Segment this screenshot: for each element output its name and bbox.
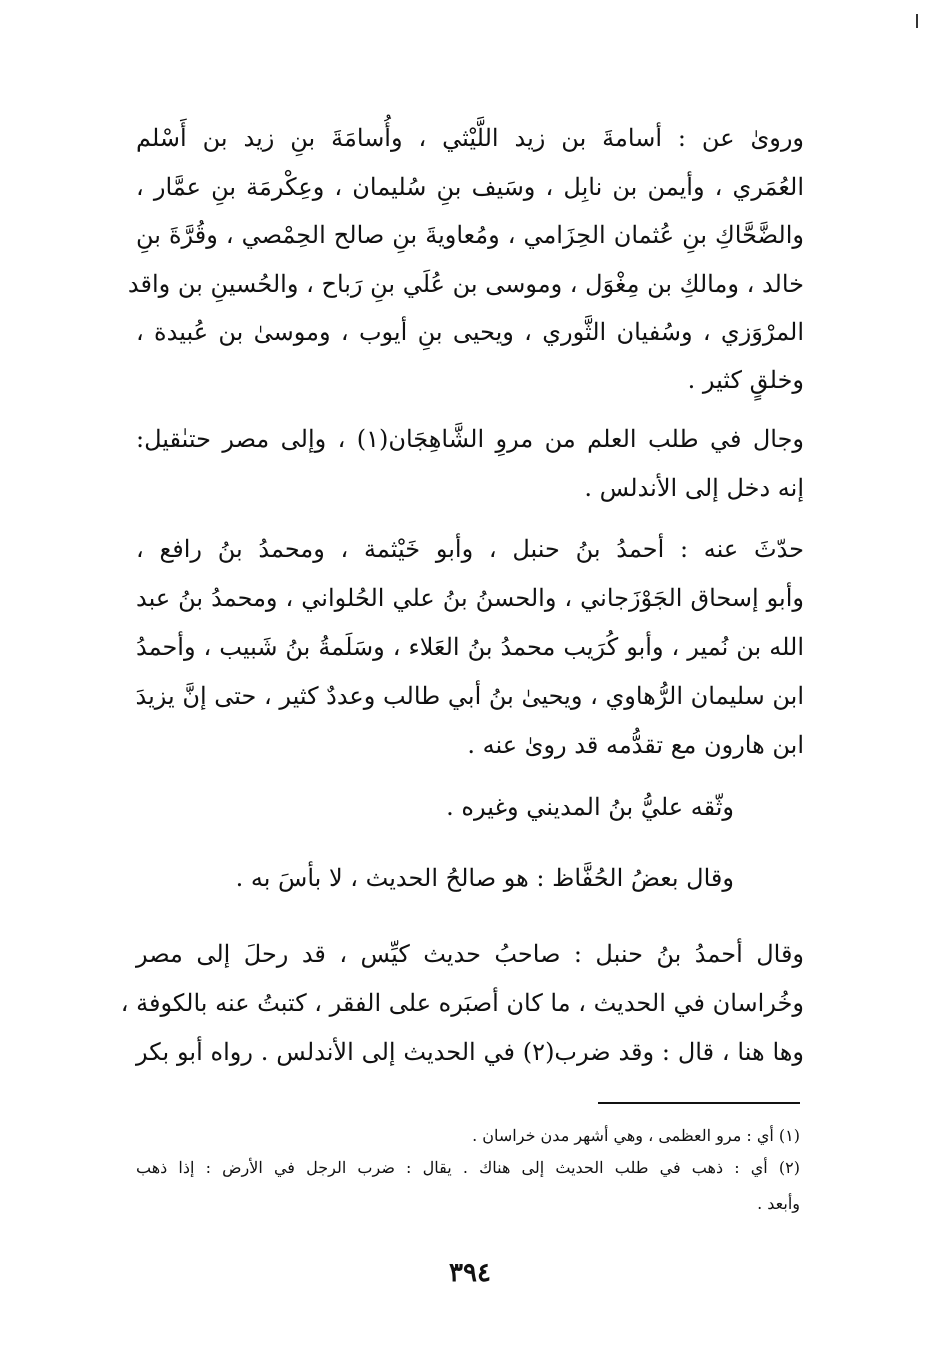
text-line: وقال أحمدُ بنُ حنبل : صاحبُ حديث كيِّس ، قد رحلَ إلى مصر	[136, 940, 804, 968]
text-line: العُمَري ، وأيمن بن نابِل ، وسَيف بنِ سُليمان ، وعِكْرمَة بنِ عمَّار ،	[136, 173, 804, 201]
text-line: المرْوَزي ، وسُفيان الثَّوري ، ويحيى بنِ أيوب ، وموسىٰ بن عُبيدة ،	[136, 318, 804, 346]
footnote: (٢) أي : ذهب في طلب الحديث إلى هناك . يقال : ضرب الرجل في الأرض : إذا ذهب	[136, 1158, 800, 1177]
text-line: حدّثَ عنه : أحمدُ بنُ حنبل ، وأبو خَيْثمة ، ومحمدُ بنُ رافع ،	[136, 535, 804, 563]
footnote: وأبعد .	[757, 1194, 800, 1213]
text-line: وجال في طلب العلم من مروِ الشَّاهِجَان(١) ، وإلى مصر حتىٰقيل:	[136, 425, 804, 453]
text-line: وقال بعضُ الحُفَّاظ : هو صالحُ الحديث ، لا بأسَ به .	[235, 864, 734, 892]
text-line: إنه دخل إلى الأندلس .	[584, 474, 804, 502]
text-line: وخلقٍ كثير .	[687, 366, 804, 394]
text-line: خالد ، ومالكِ بن مِغْوَل ، وموسى بن عُلَي بنِ رَباح ، والحُسينِ بن واقد	[127, 270, 804, 298]
text-line: والضَّحَّاكِ بنِ عُثمان الحِزَامي ، ومُعاويةَ بنِ صالح الحِمْصي ، وقُرَّةَ بنِ	[136, 221, 804, 249]
text-line: وثّقه عليُّ بنُ المديني وغيره .	[446, 793, 734, 821]
text-line: ورویٰ عن : أسامةَ بن زيد اللَّيْثي ، وأُسامَةَ بنِ زيد بن أَسْلم	[136, 124, 804, 152]
text-line: وها هنا ، قال : وقد ضرب(٢) في الحديث إلى الأندلس . رواه أبو بكر	[136, 1038, 805, 1066]
scan-mark	[916, 14, 918, 28]
footnote: (١) أي : مرو العظمى ، وهي أشهر مدن خراسان .	[472, 1126, 800, 1145]
page-number: ٣٩٤	[449, 1258, 491, 1288]
text-line: وأبو إسحاق الجَوْزَجاني ، والحسنُ بنُ علي الحُلواني ، ومحمدُ بنُ عبد	[136, 584, 804, 612]
text-line: وخُراسان في الحديث ، ما كان أصبَره على الفقر ، كتبتُ عنه بالكوفة ،	[120, 989, 804, 1017]
text-line: ابن سليمان الرُّهاوي ، ويحيىٰ بنُ أبي طالب وعددٌ كثير ، حتى إنَّ يزيدَ	[135, 682, 804, 710]
text-line: الله بن نُمير ، وأبو كُرَيب محمدُ بنُ العَلاء ، وسَلَمةُ بنُ شَبيب ، وأحمدُ	[136, 633, 804, 661]
footnote-divider	[598, 1102, 800, 1104]
text-line: ابن هارون مع تقدُّمه قد روىٰ عنه .	[467, 731, 804, 759]
